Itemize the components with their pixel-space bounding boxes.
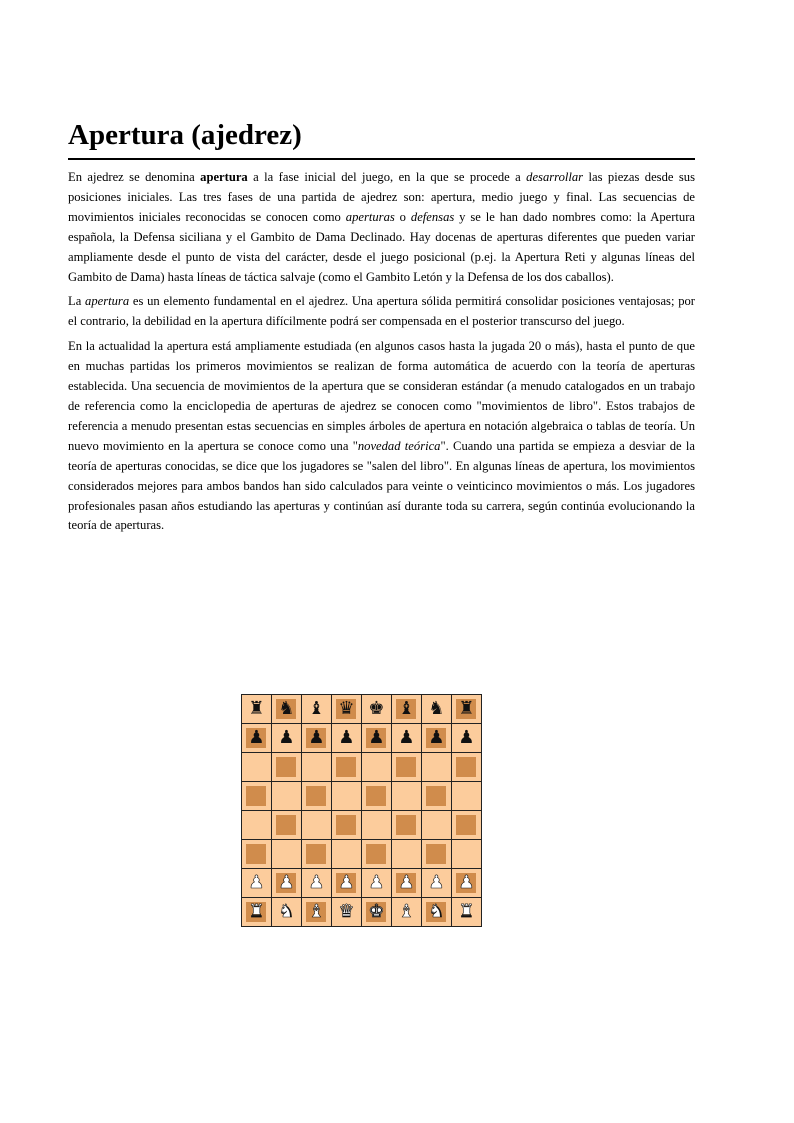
italic-text: defensas [410, 209, 455, 224]
board-rank [242, 811, 482, 840]
board-square [392, 840, 422, 869]
board-square [332, 695, 362, 724]
paragraph [68, 168, 695, 287]
board-square [362, 753, 392, 782]
black-rook-icon: ♜ [248, 698, 265, 719]
board-square [362, 869, 392, 898]
board-square [392, 782, 422, 811]
board-rank [242, 753, 482, 782]
board-square [302, 782, 332, 811]
board-square [362, 811, 392, 840]
dark-square-marker [306, 786, 326, 806]
board-square [392, 898, 422, 927]
board-square [422, 782, 452, 811]
board-square [272, 695, 302, 724]
black-pawn-icon: ♟ [368, 727, 385, 748]
black-pawn-icon: ♟ [278, 727, 295, 748]
board-square [452, 695, 482, 724]
dark-square-marker [366, 844, 386, 864]
paragraph [68, 337, 695, 536]
board-square [332, 869, 362, 898]
italic-text: apertura [85, 294, 130, 309]
board-square [452, 811, 482, 840]
white-rook-icon: ♜ [458, 901, 475, 922]
white-rook-icon: ♜ [248, 901, 265, 922]
board-square [362, 898, 392, 927]
board-square [242, 753, 272, 782]
board-square [272, 724, 302, 753]
article-body [68, 168, 695, 536]
board-square [302, 869, 332, 898]
white-pawn-icon: ♟ [428, 872, 445, 893]
bold-text: apertura [200, 170, 248, 184]
board-square [392, 811, 422, 840]
white-bishop-icon: ♝ [308, 901, 325, 922]
white-pawn-icon: ♟ [368, 872, 385, 893]
board-square [272, 782, 302, 811]
board-rank [242, 840, 482, 869]
board-square [392, 724, 422, 753]
board-square [302, 840, 332, 869]
dark-square-marker [336, 815, 356, 835]
black-rook-icon: ♜ [458, 698, 475, 719]
white-pawn-icon: ♟ [338, 872, 355, 893]
text-run: o [394, 209, 411, 224]
board-rank [242, 724, 482, 753]
board-square [422, 724, 452, 753]
board-square [242, 840, 272, 869]
board-rank [242, 869, 482, 898]
text-run: es un elemento fundamental en el ajedrez. Una apertura sólida permitirá consolidar posiciones ventajosas; por el contrario, la debilidad en la apertura difícilmente podrá ser compensada en el posterior transcurso del juego. [68, 294, 695, 329]
black-pawn-icon: ♟ [308, 727, 325, 748]
board-square [332, 724, 362, 753]
dark-square-marker [306, 844, 326, 864]
board-square [362, 840, 392, 869]
white-pawn-icon: ♟ [458, 872, 475, 893]
board-square [302, 898, 332, 927]
board-square [422, 811, 452, 840]
black-pawn-icon: ♟ [338, 727, 355, 748]
board-square [422, 753, 452, 782]
dark-square-marker [396, 815, 416, 835]
board-square [392, 695, 422, 724]
page-title: Apertura (ajedrez) [68, 116, 695, 160]
italic-text: desarrollar [526, 170, 584, 184]
board-square [332, 782, 362, 811]
board-square [422, 898, 452, 927]
black-bishop-icon: ♝ [308, 698, 325, 719]
board-square [242, 695, 272, 724]
italic-text: aperturas [345, 209, 395, 224]
white-pawn-icon: ♟ [278, 872, 295, 893]
black-pawn-icon: ♟ [428, 727, 445, 748]
dark-square-marker [426, 844, 446, 864]
black-knight-icon: ♞ [428, 698, 445, 719]
board-square [452, 724, 482, 753]
board-square [272, 753, 302, 782]
board-square [242, 782, 272, 811]
board-square [242, 811, 272, 840]
board-square [362, 782, 392, 811]
dark-square-marker [336, 757, 356, 777]
board-square [422, 869, 452, 898]
text-run: las piezas desde sus posiciones iniciales. Las tres fases de una partida de ajedrez son: apertura, medio juego y final. Las secuencias de movimientos iniciales reconocidas se conocen como [68, 170, 695, 224]
board-square [272, 869, 302, 898]
board-square [302, 695, 332, 724]
board-square [362, 724, 392, 753]
board-rank [242, 898, 482, 927]
dark-square-marker [396, 757, 416, 777]
white-knight-icon: ♞ [278, 901, 295, 922]
text-run: y se le han dado nombres como: la Apertura española, la Defensa siciliana y el Gambito de Dama Declinado. Hay docenas de aperturas diferentes que pueden variar ampliamente desde el punto de vista del carácter, desde el juego posicional (p.ej. la Apertura Reti y algunas líneas del Gambito de Dama) hasta líneas de táctica salvaje (como el Gambito Letón y la Defensa de los dos caballos). [68, 209, 696, 284]
board-rank [242, 695, 482, 724]
board-square [452, 869, 482, 898]
board-square [332, 840, 362, 869]
dark-square-marker [456, 757, 476, 777]
board-square [422, 840, 452, 869]
board-square [332, 898, 362, 927]
text-run: a la fase inicial del juego, en la que se procede a [247, 170, 527, 184]
white-pawn-icon: ♟ [248, 872, 265, 893]
board-square [242, 898, 272, 927]
text-run: En la actualidad la apertura está ampliamente estudiada (en algunos casos hasta la jugada 20 o más), hasta el punto de que en muchas partidas los primeros movimientos se realizan de forma automática de acuerdo con la teoría de aperturas establecida. Una secuencia de movimientos de la apertura que se consideran estándar (a menudo catalogados en un trabajo de referencia como la enciclopedia de aperturas de ajedrez se conocen como "movimientos de libro". Estos trabajos de referencia a menudo presentan estas secuencias en simples árboles de apertura en notación algebraica o tablas de teoría. Un nuevo movimiento en la apertura se conoce como una " [68, 339, 695, 453]
black-king-icon: ♚ [368, 698, 385, 719]
board-square [272, 840, 302, 869]
text-run: La [68, 294, 86, 309]
board-square [332, 811, 362, 840]
black-queen-icon: ♛ [338, 698, 355, 719]
dark-square-marker [366, 786, 386, 806]
text-run: En ajedrez se denomina [68, 170, 201, 184]
board-square [422, 695, 452, 724]
black-bishop-icon: ♝ [398, 698, 415, 719]
dark-square-marker [246, 786, 266, 806]
white-pawn-icon: ♟ [398, 872, 415, 893]
dark-square-marker [426, 786, 446, 806]
document-page [68, 116, 695, 541]
dark-square-marker [276, 757, 296, 777]
board-square [302, 753, 332, 782]
dark-square-marker [246, 844, 266, 864]
board-square [272, 811, 302, 840]
board-square [302, 724, 332, 753]
black-knight-icon: ♞ [278, 698, 295, 719]
board-square [452, 840, 482, 869]
board-square [452, 753, 482, 782]
black-pawn-icon: ♟ [248, 727, 265, 748]
board-square [272, 898, 302, 927]
dark-square-marker [456, 815, 476, 835]
chessboard [241, 694, 482, 927]
board-rank [242, 782, 482, 811]
board-square [452, 898, 482, 927]
board-square [452, 782, 482, 811]
board-square [362, 695, 392, 724]
white-king-icon: ♚ [368, 901, 385, 922]
white-knight-icon: ♞ [428, 901, 445, 922]
white-bishop-icon: ♝ [398, 901, 415, 922]
board-square [242, 724, 272, 753]
white-pawn-icon: ♟ [308, 872, 325, 893]
text-run: ". Cuando una partida se empieza a desviar de la teoría de aperturas conocidas, se dice que los jugadores se "salen del libro". En algunas líneas de apertura, los movimientos considerados mejores para ambos bandos han sido calculados para veinte o veinticinco movimientos o más. Los jugadores profesionales pasan años estudiando las aperturas y continúan así durante toda su carrera, según continúa evolucionando la teoría de aperturas. [68, 438, 695, 533]
board-square [392, 753, 422, 782]
board-square [242, 869, 272, 898]
black-pawn-icon: ♟ [398, 727, 415, 748]
board-square [332, 753, 362, 782]
black-pawn-icon: ♟ [458, 727, 475, 748]
dark-square-marker [276, 815, 296, 835]
board-square [392, 869, 422, 898]
board-square [302, 811, 332, 840]
white-queen-icon: ♛ [338, 901, 355, 922]
paragraph [68, 292, 695, 332]
italic-text: novedad teórica [357, 438, 441, 453]
